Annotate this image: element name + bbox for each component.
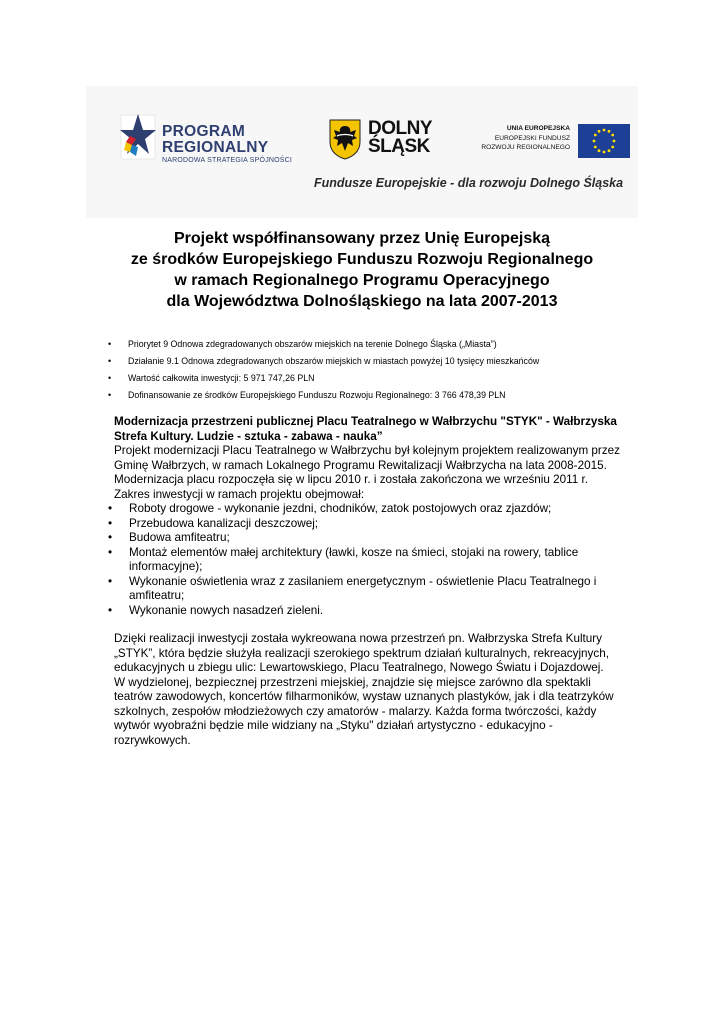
- scope-item: • Przebudowa kanalizacji deszczowej;: [114, 517, 624, 532]
- scope-list: [114, 502, 624, 618]
- article-paragraph-1: Dzięki realizacji inwestycji została wykreowana nowa przestrzeń pn. Wałbrzyska Strefa Kultury „STYK”, która będzie służyła realizacji szerokiego spektrum działań kulturalnych, rekreacyjnych, edukacyjnych u zbiegu ulic: Lewartowskiego, Placu Teatralnego, Nowego Światu i Dojazdowej.: [114, 632, 609, 674]
- program-logo-subtitle: NARODOWA STRATEGIA SPÓJNOŚCI: [162, 157, 293, 164]
- eu-logo-text: [481, 124, 570, 153]
- eu-logo: [478, 124, 630, 160]
- scope-item: • Roboty drogowe - wykonanie jezdni, chodników, zatok postojowych oraz zjazdów;: [114, 502, 624, 517]
- star-emblem-icon: [118, 112, 158, 162]
- title-line-1: Projekt współfinansowany przez Unię Europejską: [173, 230, 551, 247]
- program-regionalny-logo: [118, 112, 308, 168]
- project-info-priority: • Priorytet 9 Odnowa zdegradowanych obszarów miejskich na terenie Dolnego Śląska („Miasta”): [108, 336, 539, 353]
- article-paragraph-2: W wydzielonej, bezpiecznej przestrzeni miejskiej, znajdzie się miejsce zarówno dla spektakli teatrów zawodowych, koncertów filharmoników, wystaw uznanych plastyków, jak i dla teatrzyków szkolnych, zespołów młodzieżowych czy amatorów - malarzy. Każda forma twórczości, każdy wytwór wyobraźni będzie mile widziany na „Styku" działań artystyczno - edukacyjno - rozrywkowych.: [114, 675, 614, 747]
- program-logo-line2: REGIONALNY: [162, 139, 269, 156]
- dolny-slask-logo: [328, 118, 448, 162]
- title-line-2: ze środków Europejskiego Funduszu Rozwoju Regionalnego: [130, 251, 594, 268]
- page-title: [60, 228, 664, 312]
- eagle-coat-of-arms-icon: [328, 118, 362, 160]
- project-info-cofinancing: • Dofinansowanie ze środków Europejskiego Funduszu Rozwoju Regionalnego: 3 766 478,39 PLN: [108, 387, 539, 404]
- project-info-measure: • Działanie 9.1 Odnowa zdegradowanych obszarów miejskich w miastach powyżej 10 tysięcy mieszkańców: [108, 353, 539, 370]
- scope-item: • Montaż elementów małej architektury (ławki, kosze na śmieci, stojaki na rowery, tablice informacyjne);: [114, 546, 624, 575]
- article-body: [114, 415, 624, 748]
- funds-tagline: Fundusze Europejskie - dla rozwoju Dolnego Śląska: [314, 176, 624, 190]
- article-heading: Modernizacja przestrzeni publicznej Placu Teatralnego w Wałbrzychu "STYK" - Wałbrzyska Strefa Kultury. Ludzie - sztuka - zabawa - nauka”: [114, 415, 617, 443]
- eu-flag-icon: [578, 124, 630, 158]
- article-intro: Projekt modernizacji Placu Teatralnego w Wałbrzychu był kolejnym projektem realizowanym przez Gminę Wałbrzych, w ramach Lokalnego Programu Rewitalizacji Wałbrzycha na lata 2008-2015. Modernizacja placu rozpoczęła się w lipcu 2010 r. i została zakończona we wrześniu 2011 r. Zakres inwestycji w ramach projektu obejmował:: [114, 444, 621, 501]
- project-info-total-value: • Wartość całkowita inwestycji: 5 971 747,26 PLN: [108, 370, 539, 387]
- title-line-3: w ramach Regionalnego Programu Operacyjnego: [174, 272, 550, 289]
- eu-logo-line2: EUROPEJSKI FUNDUSZ: [494, 134, 570, 142]
- title-line-4: dla Województwa Dolnośląskiego na lata 2007-2013: [166, 293, 558, 310]
- eu-logo-line1: UNIA EUROPEJSKA: [506, 125, 570, 132]
- program-logo-line1: PROGRAM: [162, 123, 246, 140]
- eu-logo-line3: ROZWOJU REGIONALNEGO: [481, 144, 570, 151]
- scope-item: • Budowa amfiteatru;: [114, 531, 624, 546]
- program-logo-text: [162, 124, 268, 156]
- dolny-slask-line1: DOLNY: [368, 118, 432, 139]
- dolny-slask-text: [368, 120, 432, 156]
- project-info-list: [108, 336, 539, 404]
- scope-item: • Wykonanie nowych nasadzeń zieleni.: [114, 604, 624, 619]
- dolny-slask-line2: ŚLĄSK: [368, 136, 430, 157]
- scope-item: • Wykonanie oświetlenia wraz z zasilaniem energetycznym - oświetlenie Placu Teatralnego i amfiteatru;: [114, 575, 624, 604]
